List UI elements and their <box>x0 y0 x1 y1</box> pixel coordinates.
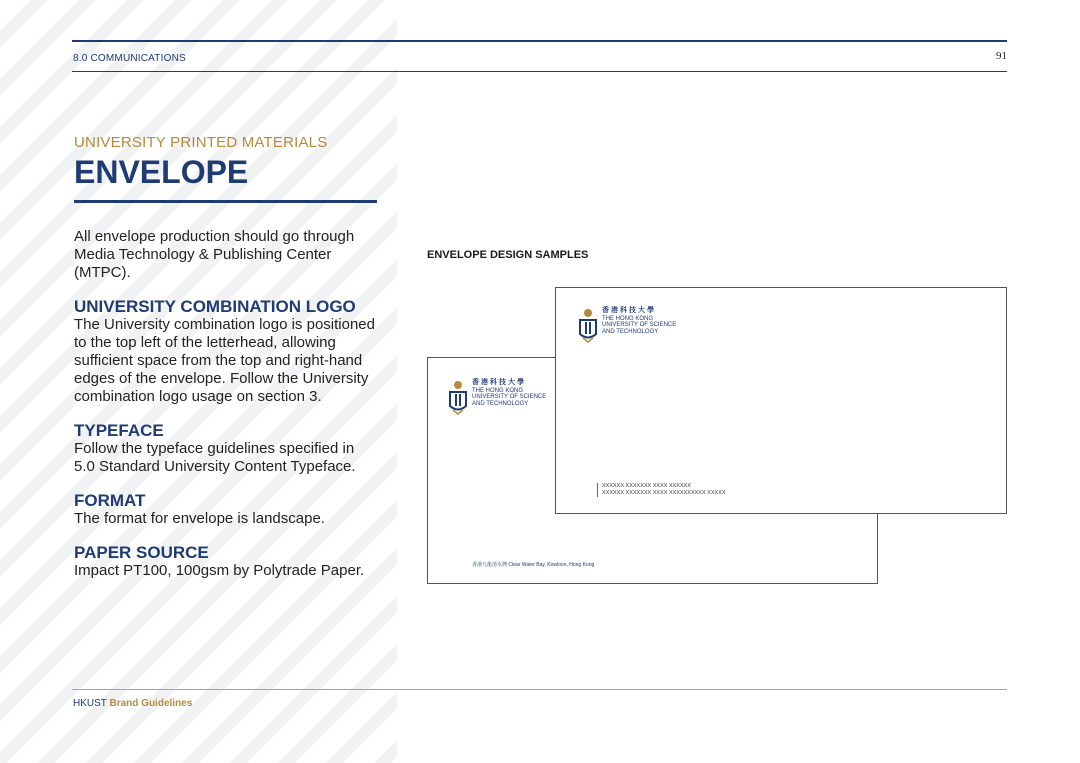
footer-org: HKUST <box>73 698 107 709</box>
logo-line: UNIVERSITY OF SCIENCE <box>602 322 677 329</box>
section-heading: TYPEFACE <box>74 421 164 440</box>
title-underline <box>74 200 377 203</box>
footer-rule <box>72 689 1007 690</box>
intro-paragraph: All envelope production should go through Media Technology & Publishing Center (MTPC). <box>74 228 355 281</box>
section-text: Impact PT100, 100gsm by Polytrade Paper. <box>74 562 365 579</box>
header-rule-top <box>72 40 1007 42</box>
page-number: 91 <box>996 50 1007 62</box>
logo-line: UNIVERSITY OF SCIENCE <box>472 394 547 401</box>
hkust-logo <box>578 308 676 344</box>
logo-chinese-name: 香港科技大學 <box>472 379 526 386</box>
section-logo <box>74 297 379 406</box>
envelope-sample-front <box>555 287 1007 514</box>
section-text: The University combination logo is positioned to the top left of the letterhead, allowing sufficient space from the top and right-hand edges of the envelope. Follow the University combination logo usage on section 3. <box>74 316 375 405</box>
section-paper-source <box>74 543 379 580</box>
section-heading: UNIVERSITY COMBINATION LOGO <box>74 297 356 316</box>
section-heading: FORMAT <box>74 491 146 510</box>
section-text: The format for envelope is landscape. <box>74 510 325 527</box>
eyebrow-label: UNIVERSITY PRINTED MATERIALS <box>74 134 328 151</box>
crest-icon <box>578 308 598 344</box>
section-typeface <box>74 421 379 476</box>
footer-title: Brand Guidelines <box>109 698 193 709</box>
recipient-address <box>597 483 726 497</box>
logo-line: THE HONG KONG <box>602 315 654 322</box>
recipient-line: XXXXXX XXXXXXX XXXX XXXXXXXXXX XXXXX <box>602 490 726 496</box>
samples-label: ENVELOPE DESIGN SAMPLES <box>427 249 589 261</box>
logo-chinese-name: 香港科技大學 <box>602 307 656 314</box>
recipient-line: XXXXXX XXXXXXX XXXX XXXXXX <box>602 483 691 489</box>
header-rule-bottom <box>72 71 1007 72</box>
logo-line: THE HONG KONG <box>472 387 524 394</box>
crest-icon <box>448 380 468 416</box>
section-text: Follow the typeface guidelines specified in 5.0 Standard University Content Typeface. <box>74 440 356 475</box>
content-column <box>74 134 379 580</box>
footer-brand <box>73 698 192 709</box>
section-heading: PAPER SOURCE <box>74 543 209 562</box>
page-title: ENVELOPE <box>74 154 249 190</box>
section-format <box>74 491 379 528</box>
return-address: 香港九龍清水灣 Clear Water Bay, Kowloon, Hong Kong <box>472 562 595 568</box>
logo-line: AND TECHNOLOGY <box>602 328 659 335</box>
logo-line: AND TECHNOLOGY <box>472 400 529 407</box>
hkust-logo <box>448 380 546 416</box>
section-label: 8.0 COMMUNICATIONS <box>73 53 186 64</box>
